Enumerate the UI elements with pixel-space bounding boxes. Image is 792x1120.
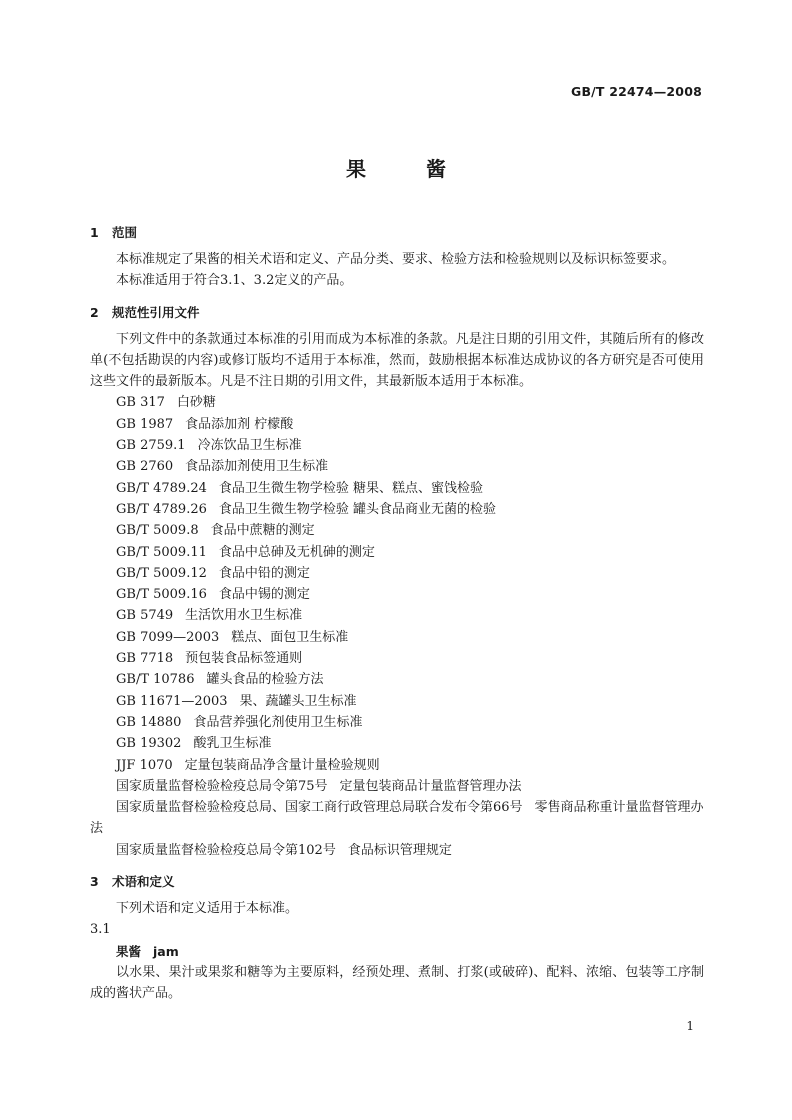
reference-code: GB 14880 — [116, 714, 182, 730]
reference-item — [90, 605, 704, 626]
reference-title: 预包装食品标签通则 — [185, 651, 303, 667]
reference-code: GB/T 10786 — [116, 672, 195, 688]
reference-title: 食品中锡的测定 — [218, 587, 310, 603]
reference-item — [90, 392, 704, 413]
reference-code: GB 19302 — [116, 736, 182, 752]
reference-title: 食品中蔗糖的测定 — [210, 523, 315, 539]
reference-item — [90, 648, 704, 669]
section-number: 1 — [90, 225, 99, 240]
reference-title: 果、蔬罐头卫生标准 — [239, 693, 357, 709]
reference-item — [90, 520, 704, 541]
reference-code: JJF 1070 — [116, 757, 173, 773]
reference-title: 零售商品称重计量监督管理办法 — [90, 800, 704, 837]
reference-code: GB/T 4789.26 — [116, 501, 207, 517]
reference-item — [90, 584, 704, 605]
section-title: 规范性引用文件 — [112, 304, 200, 320]
reference-item — [90, 733, 704, 754]
reference-title: 食品添加剂使用卫生标准 — [185, 459, 329, 475]
reference-title: 食品营养强化剂使用卫生标准 — [193, 714, 363, 730]
reference-code: GB 317 — [116, 395, 165, 411]
reference-title: 食品中总砷及无机砷的测定 — [218, 544, 375, 560]
reference-code: GB/T 4789.24 — [116, 480, 207, 496]
term-heading — [90, 941, 704, 962]
page-number: 1 — [686, 1019, 694, 1033]
section-number: 2 — [90, 304, 99, 320]
subsection-number: 3.1 — [90, 922, 111, 938]
reference-code: GB/T 5009.11 — [116, 544, 207, 560]
reference-title: 冷冻饮品卫生标准 — [197, 438, 302, 454]
reference-title: 食品中铅的测定 — [218, 565, 310, 581]
paragraph: 本标准适用于符合3.1、3.2定义的产品。 — [116, 273, 353, 289]
reference-item — [90, 542, 704, 563]
reference-item — [90, 840, 704, 861]
reference-title: 食品卫生微生物学检验 糖果、糕点、蜜饯检验 — [218, 480, 484, 496]
reference-item — [90, 669, 704, 690]
section-1-heading — [90, 222, 704, 243]
reference-item — [90, 563, 704, 584]
reference-title: 食品卫生微生物学检验 罐头食品商业无菌的检验 — [218, 501, 497, 517]
reference-code: 国家质量监督检验检疫总局令第75号 — [116, 778, 328, 794]
reference-code: GB 1987 — [116, 416, 174, 432]
section-2-heading — [90, 302, 704, 323]
section-number: 3 — [90, 874, 99, 890]
reference-item — [90, 435, 704, 456]
reference-code: 国家质量监督检验检疫总局令第102号 — [116, 842, 336, 858]
reference-title: 食品添加剂 柠檬酸 — [185, 416, 294, 432]
reference-title: 定量包装商品计量监督管理办法 — [339, 778, 522, 794]
title-char-2: 酱 — [426, 157, 446, 181]
reference-item — [90, 414, 704, 435]
paragraph: 本标准规定了果酱的相关术语和定义、产品分类、要求、检验方法和检验规则以及标识标签要求。 — [116, 252, 676, 267]
reference-code: GB 2759.1 — [116, 438, 186, 454]
reference-item — [90, 797, 704, 840]
document-body — [90, 222, 704, 1005]
reference-code: GB 11671—2003 — [116, 693, 228, 709]
reference-item — [90, 712, 704, 733]
title-char-1: 果 — [346, 157, 366, 181]
term-en: jam — [153, 943, 179, 959]
reference-item — [90, 691, 704, 712]
reference-title: 定量包装商品净含量计量检验规则 — [184, 757, 380, 773]
reference-item — [90, 478, 704, 499]
reference-item — [90, 627, 704, 648]
reference-code: GB 7718 — [116, 651, 174, 667]
standard-code: GB/T 22474—2008 — [570, 84, 702, 99]
reference-item — [90, 776, 704, 797]
reference-code: GB 7099—2003 — [116, 629, 220, 645]
reference-item — [90, 755, 704, 776]
reference-item — [90, 499, 704, 520]
reference-title: 白砂糖 — [176, 395, 216, 411]
reference-code: GB/T 5009.8 — [116, 523, 199, 539]
paragraph: 下列文件中的条款通过本标准的引用而成为本标准的条款。凡是注日期的引用文件，其随后所有的修改单(不包括勘误的内容)或修订版均不适用于本标准，然而，鼓励根据本标准达成协议的各方研究是否可使用这些文件的最新版本。凡是不注日期的引用文件，其最新版本适用于本标准。 — [90, 331, 704, 390]
term-zh: 果酱 — [116, 943, 142, 959]
reference-list — [90, 392, 704, 861]
section-3-heading — [90, 871, 704, 892]
reference-title: 糕点、面包卫生标准 — [231, 629, 349, 645]
section-title: 术语和定义 — [112, 874, 175, 890]
reference-code: 国家质量监督检验检疫总局、国家工商行政管理总局联合发布令第66号 — [116, 800, 523, 816]
reference-title: 酸乳卫生标准 — [193, 736, 272, 752]
paragraph: 下列术语和定义适用于本标准。 — [116, 901, 299, 917]
section-title: 范围 — [112, 225, 138, 240]
term-definition: 以水果、果汁或果浆和糖等为主要原料，经预处理、煮制、打浆(或破碎)、配料、浓缩、包装等工序制成的酱状产品。 — [90, 964, 704, 1002]
reference-code: GB/T 5009.16 — [116, 587, 207, 603]
reference-title: 罐头食品的检验方法 — [206, 672, 324, 688]
reference-code: GB/T 5009.12 — [116, 565, 207, 581]
reference-title: 生活饮用水卫生标准 — [185, 608, 303, 624]
reference-title: 食品标识管理规定 — [347, 842, 452, 858]
reference-item — [90, 456, 704, 477]
document-title — [0, 153, 792, 182]
reference-code: GB 5749 — [116, 608, 174, 624]
reference-code: GB 2760 — [116, 459, 174, 475]
